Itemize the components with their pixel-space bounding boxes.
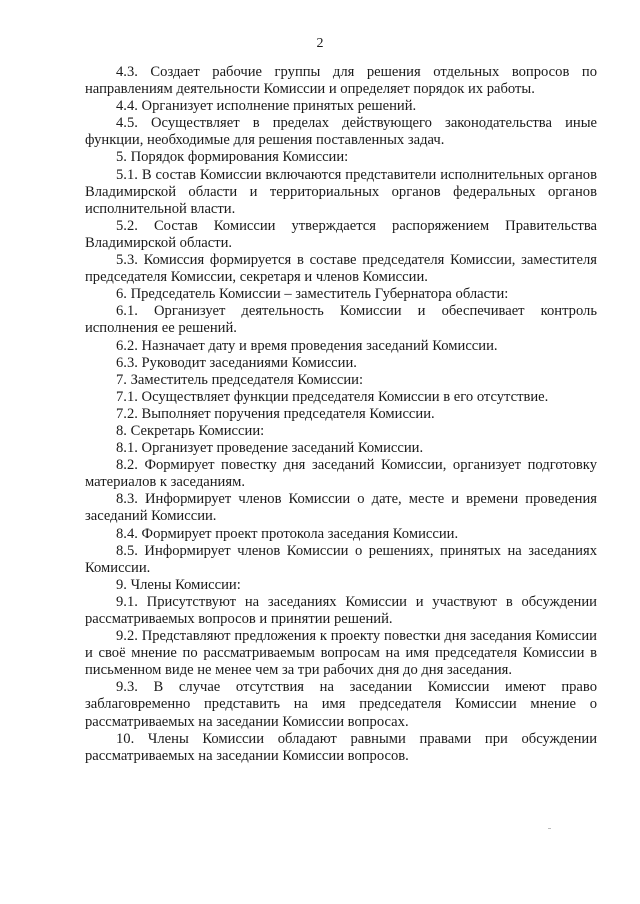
paragraph-10: 10. Члены Комиссии обладают равными правами при обсуждении рассматриваемых на заседании Комиссии вопросов. — [85, 730, 597, 764]
paragraph-6-1: 6.1. Организует деятельность Комиссии и обеспечивает контроль исполнения ее решений. — [85, 303, 597, 337]
paragraph-5-3: 5.3. Комиссия формируется в составе председателя Комиссии, заместителя председателя Комиссии, секретаря и членов Комиссии. — [85, 252, 597, 286]
paragraph-5-2: 5.2. Состав Комиссии утверждается распоряжением Правительства Владимирской области. — [85, 217, 597, 251]
page-number: 2 — [316, 36, 324, 51]
paragraph-5-1: 5.1. В состав Комиссии включаются представители исполнительных органов Владимирской области и территориальных органов федеральных органов исполнительной власти. — [85, 166, 597, 217]
paragraph-4-3: 4.3. Создает рабочие группы для решения отдельных вопросов по направлениям деятельности Комиссии и определяет порядок их работы. — [85, 64, 597, 98]
paragraph-6-2: 6.2. Назначает дату и время проведения заседаний Комиссии. — [116, 337, 498, 354]
document-body — [85, 64, 597, 765]
paragraph-4-5: 4.5. Осуществляет в пределах действующего законодательства иные функции, необходимые для решения поставленных задач. — [85, 115, 597, 149]
section-heading-8: 8. Секретарь Комиссии: — [116, 422, 265, 439]
paragraph-8-3: 8.3. Информирует членов Комиссии о дате, месте и времени проведения заседаний Комиссии. — [85, 491, 597, 525]
paragraph-7-1: 7.1. Осуществляет функции председателя Комиссии в его отсутствие. — [116, 388, 549, 405]
section-heading-7: 7. Заместитель председателя Комиссии: — [116, 371, 364, 388]
paragraph-9-1: 9.1. Присутствуют на заседаниях Комиссии и участвуют в обсуждении рассматриваемых вопросов и принятии решений. — [85, 593, 597, 627]
scan-speck — [548, 828, 551, 829]
section-heading-5: 5. Порядок формирования Комиссии: — [116, 149, 349, 166]
paragraph-4-4: 4.4. Организует исполнение принятых решений. — [116, 98, 417, 115]
paragraph-6-3: 6.3. Руководит заседаниями Комиссии. — [116, 354, 357, 371]
paragraph-8-1: 8.1. Организует проведение заседаний Комиссии. — [116, 440, 424, 457]
paragraph-9-3: 9.3. В случае отсутствия на заседании Комиссии имеют право заблаговременно представить на имя председателя Комиссии мнение о рассматриваемых на заседании Комиссии вопросах. — [85, 679, 597, 730]
paragraph-8-4: 8.4. Формирует проект протокола заседания Комиссии. — [116, 525, 459, 542]
section-heading-9: 9. Члены Комиссии: — [116, 576, 241, 593]
section-heading-6: 6. Председатель Комиссии – заместитель Губернатора области: — [116, 286, 509, 303]
paragraph-7-2: 7.2. Выполняет поручения председателя Комиссии. — [116, 405, 435, 422]
paragraph-8-5: 8.5. Информирует членов Комиссии о решениях, принятых на заседаниях Комиссии. — [85, 542, 597, 576]
paragraph-9-2: 9.2. Представляют предложения к проекту повестки дня заседания Комиссии и своё мнение по рассматриваемым вопросам на имя председателя Комиссии в письменном виде не менее чем за три рабочих дня до дня заседания. — [85, 628, 597, 679]
paragraph-8-2: 8.2. Формирует повестку дня заседаний Комиссии, организует подготовку материалов к заседаниям. — [85, 457, 597, 491]
